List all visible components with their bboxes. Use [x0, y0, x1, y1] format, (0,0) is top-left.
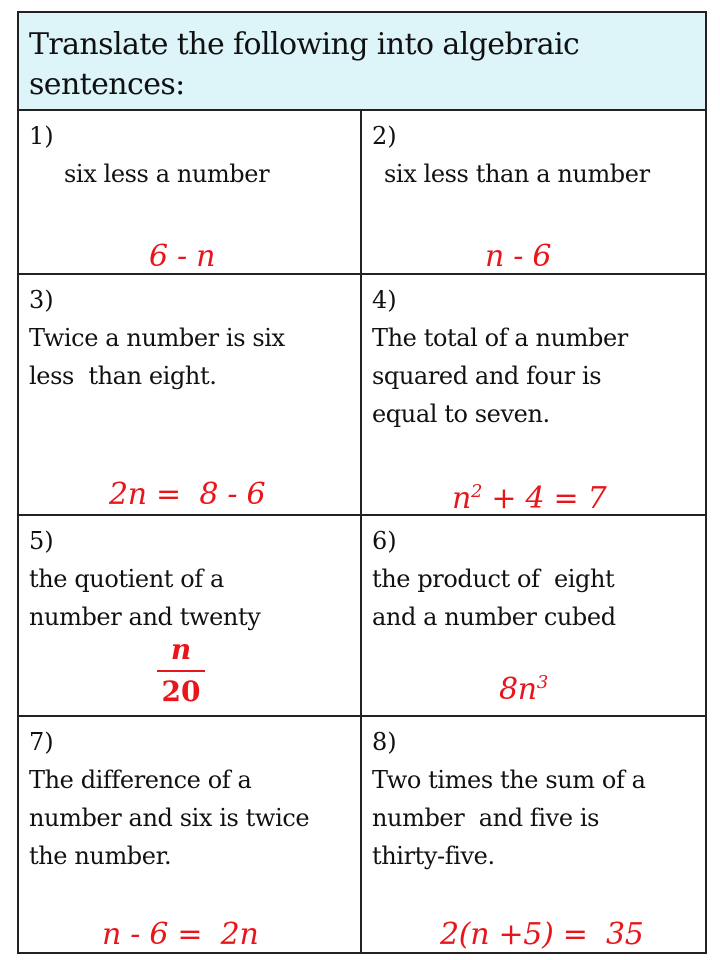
problem-number: 6): [372, 527, 397, 555]
problem-number: 4): [372, 286, 397, 314]
problem-text: six less a number: [64, 160, 270, 188]
answer: n - 6: [485, 239, 552, 274]
fraction-numerator: n: [170, 633, 192, 666]
answer: $n^2 + 4 = 7$: [452, 481, 607, 516]
answer: 2(n +5) = 35: [440, 917, 644, 952]
answer: n - 6 = 2n: [102, 917, 259, 952]
fraction-bar: [157, 670, 205, 672]
problem-text: Twice a number is six less than eight.: [29, 324, 285, 390]
problem-cell-6: [362, 516, 705, 715]
problem-number: 1): [29, 122, 54, 150]
worksheet-title: Translate the following into algebraic sentences:: [29, 27, 580, 102]
fraction-answer: [151, 634, 211, 708]
problem-text: Two times the sum of a number and five is thirty-five.: [372, 766, 646, 870]
problem-cell-3: [19, 275, 360, 514]
problem-text: the product of eight and a number cubed: [372, 565, 616, 631]
problem-cell-7: [19, 717, 360, 954]
problem-number: 7): [29, 728, 54, 756]
problem-text: The total of a number squared and four is equal to seven.: [372, 324, 628, 428]
problem-number: 5): [29, 527, 54, 555]
problem-number: 3): [29, 286, 54, 314]
problem-text: six less than a number: [384, 160, 650, 188]
fraction-denominator: 20: [161, 675, 201, 708]
answer: 6 - n: [149, 239, 216, 274]
problem-number: 8): [372, 728, 397, 756]
answer: 2n = 8 - 6: [109, 477, 266, 512]
problem-cell-4: [362, 275, 705, 514]
problem-text: The difference of a number and six is twice the number.: [29, 766, 310, 870]
worksheet-table: [17, 11, 707, 954]
problem-cell-5: [19, 516, 360, 715]
title-cell: [19, 13, 705, 111]
problem-cell-1: [19, 111, 360, 273]
problem-cell-8: [362, 717, 705, 954]
answer: $8n^3$: [499, 672, 548, 707]
problem-text: the quotient of a number and twenty: [29, 565, 261, 631]
problem-number: 2): [372, 122, 397, 150]
problem-cell-2: [362, 111, 705, 273]
